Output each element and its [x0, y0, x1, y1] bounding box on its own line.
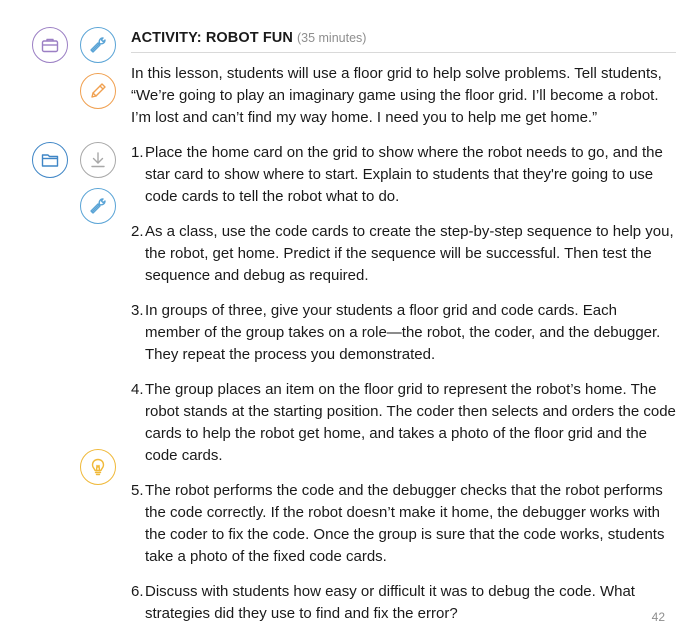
list-item	[131, 379, 676, 467]
step-text: Place the home card on the grid to show where the robot needs to go, and the star card to show where to start. Explain to students that they're going to use code cards to tell the robot what to do.	[145, 144, 663, 205]
step-text: The robot performs the code and the debugger checks that the robot performs the code correctly. If the robot doesn’t make it home, the debugger works with the coder to fix the code. Once the group is sure that the code works, students take a photo of the fixed code cards.	[145, 482, 665, 565]
step-number: 6.	[131, 583, 144, 600]
step-number: 3.	[131, 302, 144, 319]
step-text: Discuss with students how easy or difficult it was to debug the code. What strategies did they use to find and fix the error?	[145, 583, 635, 622]
wrench-icon	[80, 188, 116, 224]
lightbulb-icon	[80, 449, 116, 485]
step-number: 5.	[131, 482, 144, 499]
download-icon	[80, 142, 116, 178]
list-item	[131, 581, 676, 625]
activity-title: ACTIVITY: ROBOT FUN	[131, 30, 293, 46]
intro-paragraph: In this lesson, students will use a floor grid to help solve problems. Tell students, “We’re going to play an imaginary game using the floor grid. I’ll become a robot. I’m lost and can’t find my way home. I need you to help me get home.”	[131, 65, 662, 126]
step-number: 4.	[131, 381, 144, 398]
page-number: 42	[651, 610, 665, 624]
pencil-icon	[80, 73, 116, 109]
steps-list	[131, 142, 676, 625]
list-item	[131, 300, 676, 366]
activity-header	[131, 30, 676, 53]
folder-icon	[32, 142, 68, 178]
step-text: The group places an item on the floor grid to represent the robot’s home. The robot stands at the starting position. The coder then selects and orders the code cards to help the robot get home, and takes a photo of the floor grid and the code cards.	[145, 381, 676, 464]
step-text: In groups of three, give your students a floor grid and code cards. Each member of the group takes on a role—the robot, the coder, and the debugger. They repeat the process you demonstrated.	[145, 302, 661, 363]
activity-duration: (35 minutes)	[296, 31, 367, 45]
activity-content	[131, 30, 676, 637]
list-item	[131, 480, 676, 568]
list-item	[131, 142, 676, 208]
wrench-icon	[80, 27, 116, 63]
step-number: 2.	[131, 223, 144, 240]
step-number: 1.	[131, 144, 144, 161]
briefcase-icon	[32, 27, 68, 63]
step-text: As a class, use the code cards to create the step-by-step sequence to help you, the robot, get home. Predict if the sequence will be successful. Then test the sequence and debug as required.	[145, 223, 674, 284]
list-item	[131, 221, 676, 287]
